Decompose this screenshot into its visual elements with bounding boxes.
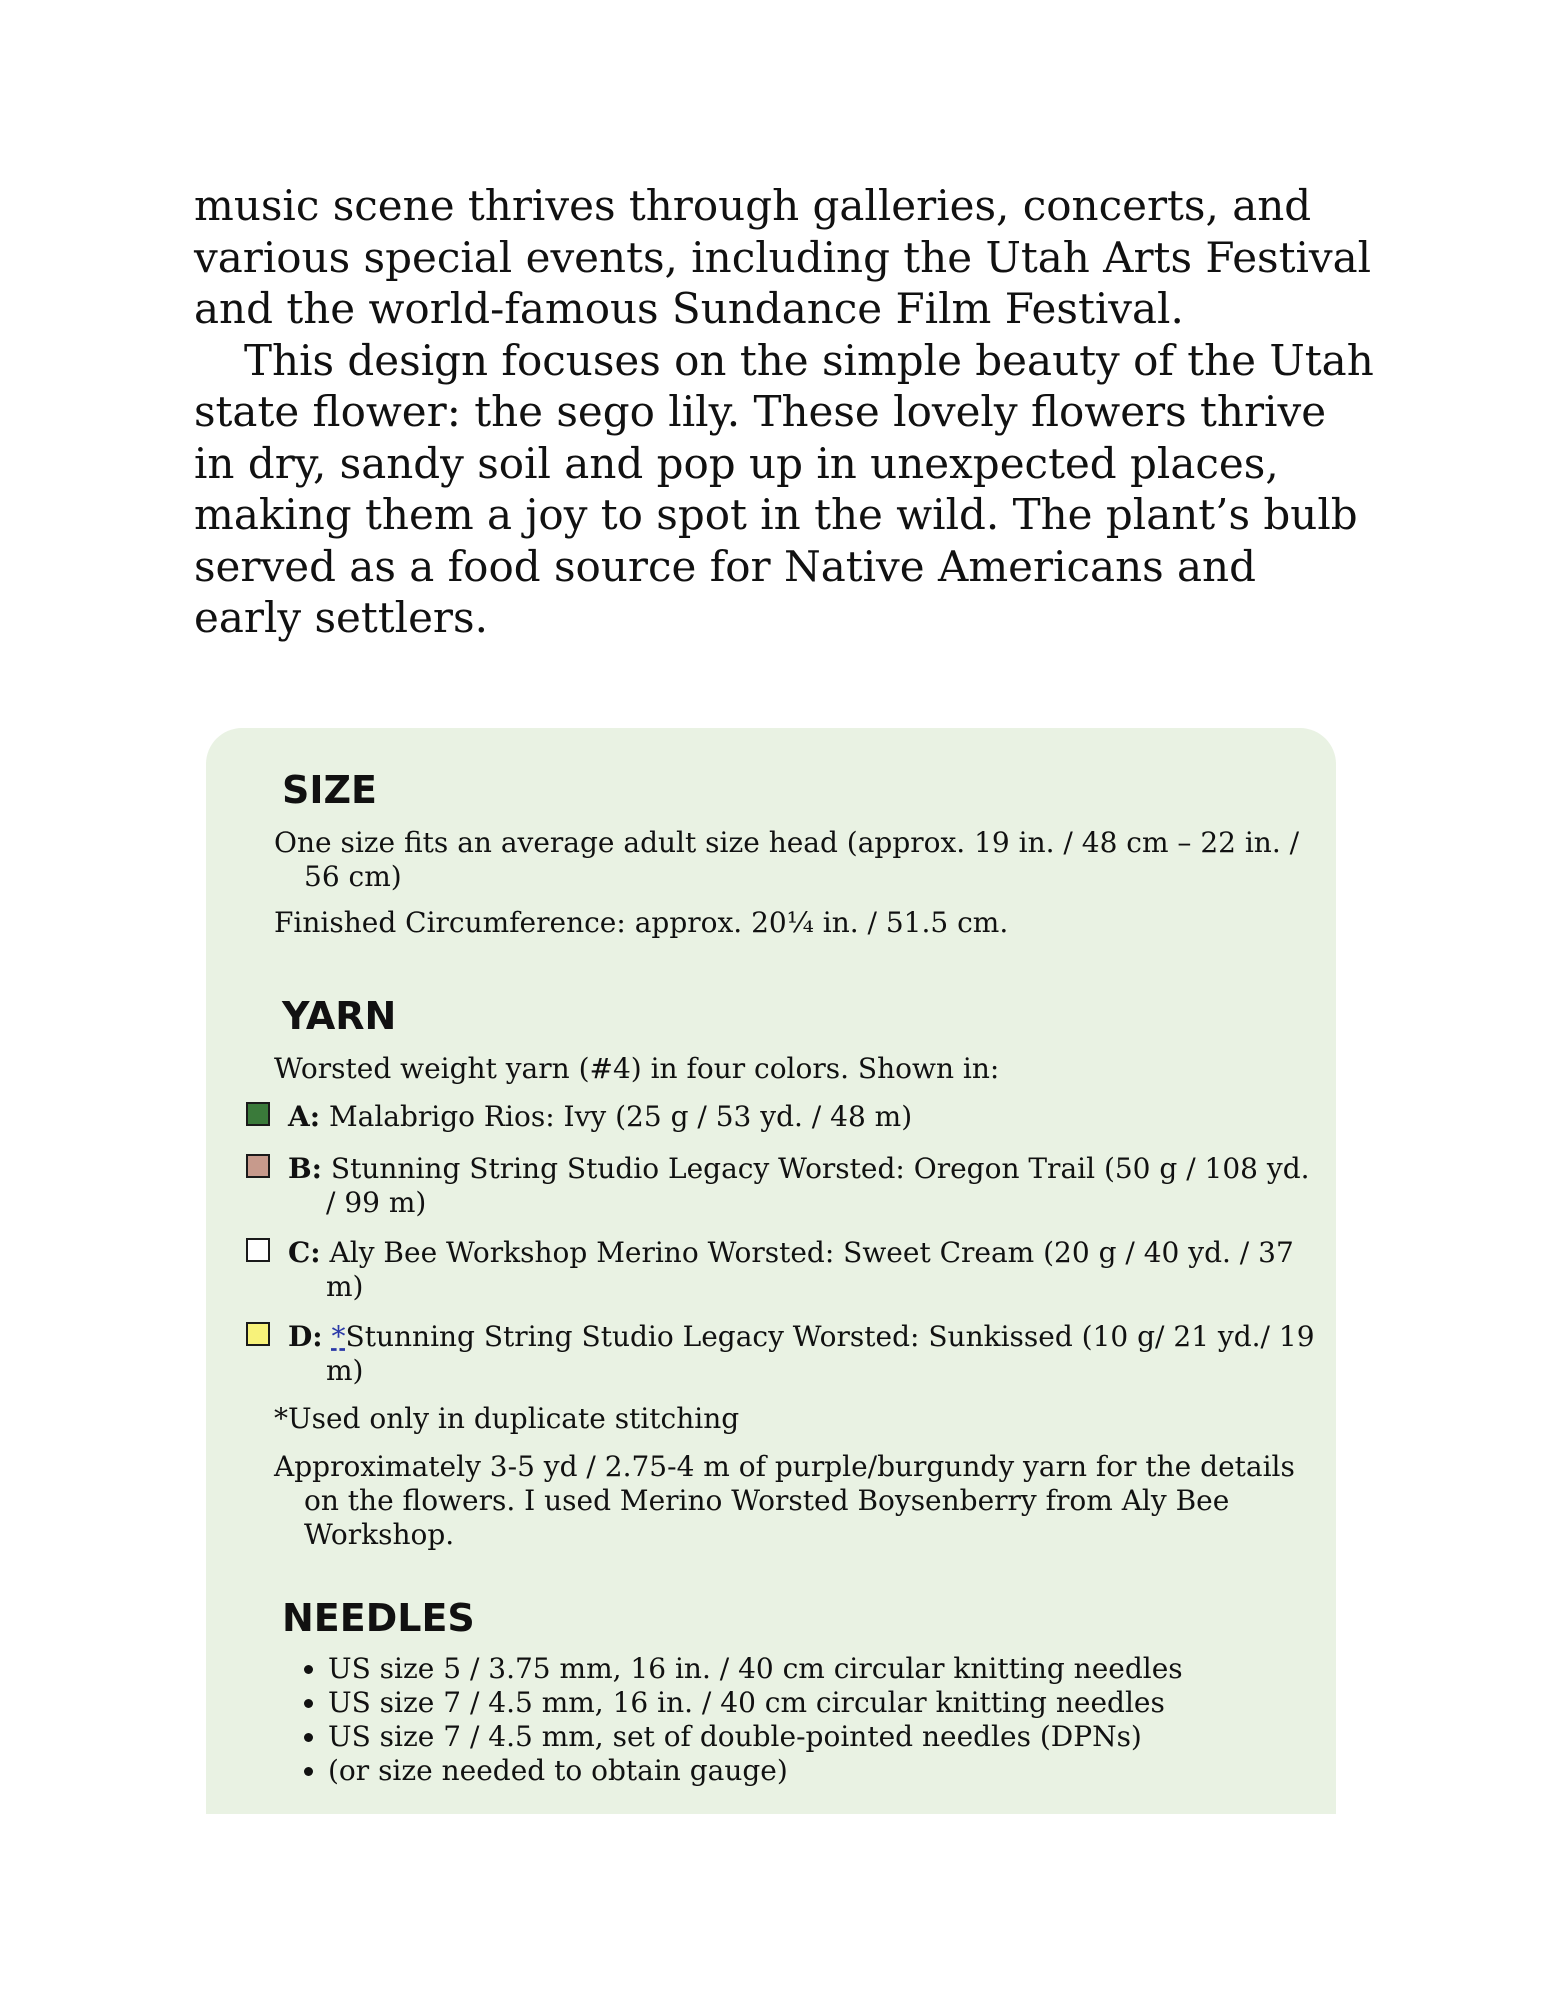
color-swatch-c (246, 1238, 270, 1262)
color-swatch-d (246, 1322, 270, 1346)
list-item: • (or size needed to obtain gauge) (328, 1754, 1288, 1788)
yarn-description: Malabrigo Rios: Ivy (25 g / 53 yd. / 48 m) (328, 1100, 913, 1133)
yarn-item-text (288, 1236, 1326, 1304)
yarn-heading: YARN (282, 994, 397, 1038)
yarn-letter: B: (288, 1152, 323, 1185)
pattern-info-panel (206, 728, 1336, 1814)
intro-paragraph-2: This design focuses on the simple beauty of the Utah state flower: the sego lily. These lovely flowers thrive in dry, sandy soil and pop up in unexpected places, making them a joy to spot in the wild. The plant’s bulb served as a food source for Native Americans and early settlers. (194, 335, 1374, 642)
yarn-extra-text: Approximately 3-5 yd / 2.75-4 m of purple/burgundy yarn for the details on the flowers. I used Merino Worsted Boysenberry from Aly Bee Workshop. (274, 1450, 1295, 1551)
needles-list (282, 1652, 1288, 1788)
color-swatch-b (246, 1154, 270, 1178)
yarn-letter: D: (288, 1320, 323, 1353)
yarn-letter: C: (288, 1236, 321, 1269)
intro-text (194, 180, 1374, 644)
yarn-description: Stunning String Studio Legacy Worsted: Oregon Trail (50 g / 108 yd. / 99 m) (326, 1152, 1310, 1219)
yarn-letter: A: (288, 1100, 321, 1133)
yarn-item-text (288, 1100, 1326, 1134)
list-item: • US size 7 / 4.5 mm, set of double-pointed needles (DPNs) (328, 1720, 1288, 1754)
yarn-item-text (288, 1320, 1326, 1388)
yarn-item-text (288, 1152, 1326, 1220)
yarn-footnote: *Used only in duplicate stitching (274, 1402, 740, 1435)
size-heading: SIZE (282, 768, 378, 812)
yarn-description: Aly Bee Workshop Merino Worsted: Sweet Cream (20 g / 40 yd. / 37 m) (326, 1236, 1294, 1303)
size-fits-text: One size fits an average adult size head (approx. 19 in. / 48 cm – 22 in. / 56 cm) (274, 826, 1300, 893)
list-item: • US size 5 / 3.75 mm, 16 in. / 40 cm circular knitting needles (328, 1652, 1288, 1686)
footnote-marker-link[interactable]: * (331, 1320, 346, 1353)
finished-circumference-text: Finished Circumference: approx. 20¼ in. / 51.5 cm. (274, 906, 1009, 939)
yarn-intro-text: Worsted weight yarn (#4) in four colors. Shown in: (274, 1052, 1000, 1085)
yarn-description: Stunning String Studio Legacy Worsted: Sunkissed (10 g/ 21 yd./ 19 m) (326, 1320, 1315, 1387)
color-swatch-a (246, 1102, 270, 1126)
needles-heading: NEEDLES (282, 1596, 475, 1640)
intro-paragraph-1: music scene thrives through galleries, concerts, and various special events, including the Utah Arts Festival and the world-famous Sundance Film Festival. (194, 181, 1372, 333)
list-item: • US size 7 / 4.5 mm, 16 in. / 40 cm circular knitting needles (328, 1686, 1288, 1720)
